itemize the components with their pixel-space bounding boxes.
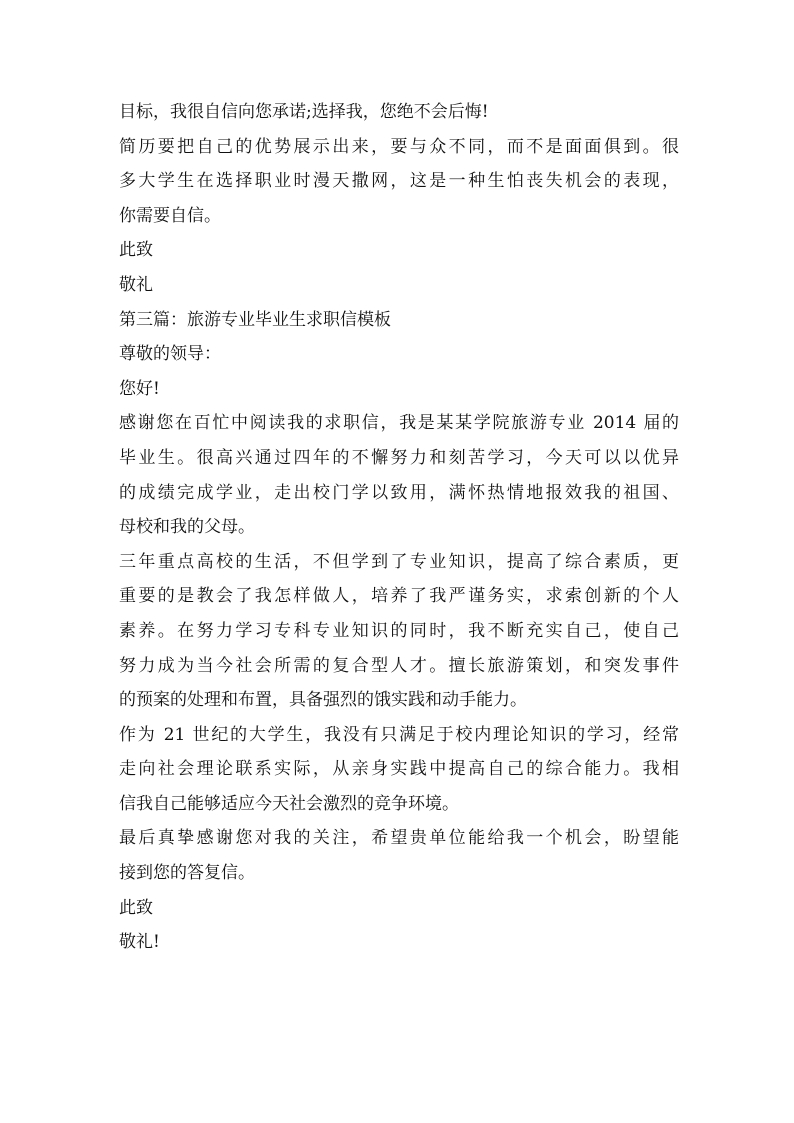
text-line: 此致 [119, 897, 153, 918]
text-line: 的预案的处理和布置，具备强烈的饿实践和动手能力。 [119, 690, 527, 711]
section-heading [119, 303, 679, 338]
text-line: 你需要自信。 [119, 205, 221, 226]
text-line: 感谢您在百忙中阅读我的求职信，我是某某学院旅游专业 2014 届的 [119, 413, 679, 434]
text-line: 此致 [119, 240, 153, 261]
paragraph-resume-advice [119, 130, 679, 234]
paragraph-introduction [119, 406, 679, 544]
paragraph-greeting-address [119, 337, 679, 372]
paragraph-closing-jingli [119, 925, 679, 960]
text-line: 简历要把自己的优势展示出来，要与众不同，而不是面面俱到。很 [119, 136, 679, 157]
text-line: 素养。在努力学习专科专业知识的同时，我不断充实自己，使自己 [119, 620, 679, 641]
paragraph-practice [119, 718, 679, 822]
paragraph-closing-statement [119, 95, 679, 130]
text-line: 最后真挚感谢您对我的关注，希望贵单位能给我一个机会，盼望能 [119, 828, 679, 849]
text-line: 信我自己能够适应今天社会激烈的竞争环境。 [119, 793, 459, 814]
text-line: 目标，我很自信向您承诺;选择我，您绝不会后悔! [119, 102, 489, 122]
paragraph-college-life [119, 545, 679, 718]
text-line: 敬礼! [119, 932, 160, 953]
text-line: 三年重点高校的生活，不但学到了专业知识，提高了综合素质，更 [119, 551, 679, 572]
paragraph-salutation-jingli [119, 268, 679, 303]
text-line: 尊敬的领导： [119, 344, 221, 365]
text-line: 作为 21 世纪的大学生，我没有只满足于校内理论知识的学习，经常 [119, 724, 679, 745]
text-line: 重要的是教会了我怎样做人，培养了我严谨务实，求索创新的个人 [119, 586, 679, 607]
text-line: 接到您的答复信。 [119, 863, 255, 884]
text-line: 的成绩完成学业，走出校门学以致用，满怀热情地报效我的祖国、 [119, 482, 679, 503]
text-line: 您好! [119, 378, 160, 399]
text-line: 努力成为当今社会所需的复合型人才。擅长旅游策划，和突发事件 [119, 655, 679, 676]
paragraph-closing-cizhi [119, 891, 679, 926]
text-line: 毕业生。很高兴通过四年的不懈努力和刻苦学习，今天可以以优异 [119, 447, 679, 468]
text-line: 走向社会理论联系实际，从亲身实践中提高自己的综合能力。我相 [119, 759, 679, 780]
text-line: 母校和我的父母。 [119, 517, 255, 538]
paragraph-thanks [119, 821, 679, 890]
document-body [119, 95, 679, 960]
text-line: 第三篇：旅游专业毕业生求职信模板 [119, 309, 391, 330]
text-line: 敬礼 [119, 274, 153, 295]
paragraph-greeting-hello [119, 372, 679, 407]
paragraph-salutation-cizhi [119, 233, 679, 268]
text-line: 多大学生在选择职业时漫天撒网，这是一种生怕丧失机会的表现， [119, 171, 679, 192]
